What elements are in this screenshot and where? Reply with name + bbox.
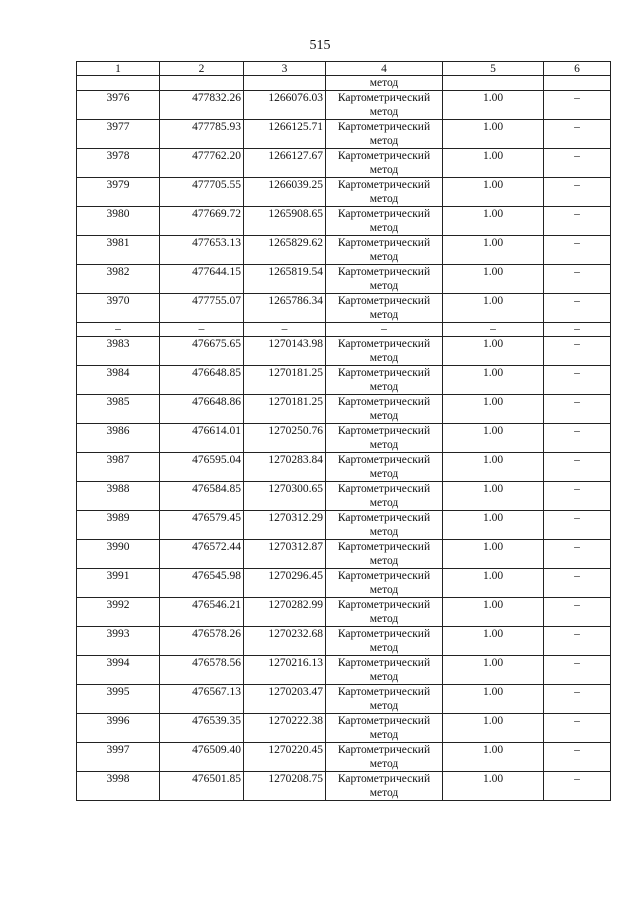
method-label: Картометрический xyxy=(337,121,431,133)
method-label: метод xyxy=(369,468,399,480)
method-cell xyxy=(326,294,443,323)
x-coordinate-cell: 476595.04 xyxy=(160,453,244,482)
table-row xyxy=(77,265,611,294)
y-coordinate-cell: 1270232.68 xyxy=(244,627,326,656)
extra-cell: – xyxy=(544,337,611,366)
x-coordinate-cell: 477785.93 xyxy=(160,120,244,149)
method-cell xyxy=(326,236,443,265)
table-row xyxy=(77,714,611,743)
error-value-cell: 1.00 xyxy=(443,207,544,236)
table-row xyxy=(77,627,611,656)
error-value-cell: 1.00 xyxy=(443,424,544,453)
extra-cell: – xyxy=(544,178,611,207)
table-row xyxy=(77,569,611,598)
extra-cell: – xyxy=(544,772,611,801)
extra-cell: – xyxy=(544,685,611,714)
method-cell xyxy=(326,569,443,598)
extra-cell: – xyxy=(544,743,611,772)
header-row xyxy=(77,62,611,76)
error-value-cell: 1.00 xyxy=(443,265,544,294)
method-cell xyxy=(326,453,443,482)
error-value-cell: 1.00 xyxy=(443,714,544,743)
extra-cell: – xyxy=(544,656,611,685)
column-header: 3 xyxy=(244,62,326,76)
method-cell xyxy=(326,178,443,207)
separator-row xyxy=(77,323,611,337)
x-coordinate-cell: 477644.15 xyxy=(160,265,244,294)
point-number-cell: 3976 xyxy=(77,91,160,120)
coordinates-table xyxy=(76,61,611,801)
method-label: метод xyxy=(369,135,399,147)
table-row xyxy=(77,178,611,207)
extra-cell: – xyxy=(544,511,611,540)
x-coordinate-cell: 476584.85 xyxy=(160,482,244,511)
extra-cell: – xyxy=(544,598,611,627)
x-coordinate-cell: 477705.55 xyxy=(160,178,244,207)
point-number-cell: 3981 xyxy=(77,236,160,265)
table-row xyxy=(77,294,611,323)
table-row xyxy=(77,395,611,424)
method-label: метод xyxy=(369,700,399,712)
point-number-cell: 3988 xyxy=(77,482,160,511)
error-value-cell: 1.00 xyxy=(443,120,544,149)
point-number-cell: 3991 xyxy=(77,569,160,598)
extra-cell: – xyxy=(544,120,611,149)
y-coordinate-cell: 1265829.62 xyxy=(244,236,326,265)
error-value-cell: 1.00 xyxy=(443,294,544,323)
y-coordinate-cell: 1266127.67 xyxy=(244,149,326,178)
table-row xyxy=(77,743,611,772)
extra-cell: – xyxy=(544,265,611,294)
method-cell xyxy=(326,424,443,453)
error-value-cell: 1.00 xyxy=(443,743,544,772)
method-cell xyxy=(326,120,443,149)
table-row xyxy=(77,511,611,540)
error-value-cell: 1.00 xyxy=(443,395,544,424)
extra-cell: – xyxy=(544,91,611,120)
method-label: метод xyxy=(369,193,399,205)
method-cell xyxy=(326,714,443,743)
y-coordinate-cell: 1270181.25 xyxy=(244,366,326,395)
method-label: Картометрический xyxy=(337,744,431,756)
point-number-cell: 3995 xyxy=(77,685,160,714)
column-header: 1 xyxy=(77,62,160,76)
method-cell xyxy=(326,511,443,540)
table-row xyxy=(77,540,611,569)
point-number-cell: 3993 xyxy=(77,627,160,656)
x-coordinate-cell: 476579.45 xyxy=(160,511,244,540)
x-coordinate-cell: 476675.65 xyxy=(160,337,244,366)
method-label: Картометрический xyxy=(337,150,431,162)
method-label: метод xyxy=(369,526,399,538)
y-coordinate-cell: 1266076.03 xyxy=(244,91,326,120)
point-number-cell: 3997 xyxy=(77,743,160,772)
method-label: Картометрический xyxy=(337,483,431,495)
method-label: Картометрический xyxy=(337,628,431,640)
method-label: Картометрический xyxy=(337,599,431,611)
point-number-cell: 3987 xyxy=(77,453,160,482)
error-value-cell: 1.00 xyxy=(443,453,544,482)
point-number-cell: 3992 xyxy=(77,598,160,627)
error-value-cell: 1.00 xyxy=(443,178,544,207)
y-coordinate-cell: 1266039.25 xyxy=(244,178,326,207)
method-label: метод xyxy=(369,222,399,234)
point-number-cell: 3983 xyxy=(77,337,160,366)
y-coordinate-cell: 1266125.71 xyxy=(244,120,326,149)
error-value-cell: 1.00 xyxy=(443,656,544,685)
x-coordinate-cell: 476539.35 xyxy=(160,714,244,743)
method-cell xyxy=(326,540,443,569)
continuation-row xyxy=(77,76,611,91)
error-value-cell: 1.00 xyxy=(443,236,544,265)
method-cell xyxy=(326,207,443,236)
table-row xyxy=(77,120,611,149)
method-label: Картометрический xyxy=(337,715,431,727)
separator-cell: – xyxy=(544,323,611,337)
error-value-cell: 1.00 xyxy=(443,685,544,714)
x-coordinate-cell: 476509.40 xyxy=(160,743,244,772)
y-coordinate-cell: 1265786.34 xyxy=(244,294,326,323)
table-row xyxy=(77,91,611,120)
method-label: Картометрический xyxy=(337,657,431,669)
extra-cell: – xyxy=(544,294,611,323)
y-coordinate-cell: 1270282.99 xyxy=(244,598,326,627)
extra-cell: – xyxy=(544,395,611,424)
point-number-cell: 3994 xyxy=(77,656,160,685)
table-row xyxy=(77,482,611,511)
y-coordinate-cell: 1270296.45 xyxy=(244,569,326,598)
error-value-cell: 1.00 xyxy=(443,482,544,511)
extra-cell: – xyxy=(544,207,611,236)
point-number-cell: 3985 xyxy=(77,395,160,424)
x-coordinate-cell: 477653.13 xyxy=(160,236,244,265)
method-cell xyxy=(326,598,443,627)
error-value-cell: 1.00 xyxy=(443,569,544,598)
x-coordinate-cell: 476567.13 xyxy=(160,685,244,714)
x-coordinate-cell: 476545.98 xyxy=(160,569,244,598)
error-value-cell: 1.00 xyxy=(443,627,544,656)
method-cell xyxy=(326,91,443,120)
x-coordinate-cell: 476648.85 xyxy=(160,366,244,395)
y-coordinate-cell: 1270143.98 xyxy=(244,337,326,366)
column-header: 6 xyxy=(544,62,611,76)
method-label: метод xyxy=(369,309,399,321)
method-cell: метод xyxy=(326,76,443,91)
method-cell xyxy=(326,656,443,685)
method-cell xyxy=(326,627,443,656)
method-label: Картометрический xyxy=(337,454,431,466)
column-header: 2 xyxy=(160,62,244,76)
y-coordinate-cell: 1270250.76 xyxy=(244,424,326,453)
method-label: Картометрический xyxy=(337,237,431,249)
page-number: 515 xyxy=(309,38,331,53)
method-label: Картометрический xyxy=(337,541,431,553)
point-number-cell: 3986 xyxy=(77,424,160,453)
method-label: метод xyxy=(369,410,399,422)
method-label: Картометрический xyxy=(337,338,431,350)
table-row xyxy=(77,236,611,265)
point-number-cell: 3977 xyxy=(77,120,160,149)
y-coordinate-cell: 1270222.38 xyxy=(244,714,326,743)
method-label: метод xyxy=(369,584,399,596)
separator-cell: – xyxy=(77,323,160,337)
x-coordinate-cell: 476578.26 xyxy=(160,627,244,656)
error-value-cell: 1.00 xyxy=(443,149,544,178)
extra-cell: – xyxy=(544,366,611,395)
method-cell xyxy=(326,366,443,395)
extra-cell: – xyxy=(544,569,611,598)
y-coordinate-cell: 1270312.87 xyxy=(244,540,326,569)
y-coordinate-cell: 1265819.54 xyxy=(244,265,326,294)
table-row xyxy=(77,337,611,366)
x-coordinate-cell: 476546.21 xyxy=(160,598,244,627)
point-number-cell: 3996 xyxy=(77,714,160,743)
x-coordinate-cell: 477762.20 xyxy=(160,149,244,178)
method-label: метод xyxy=(369,439,399,451)
table-row xyxy=(77,656,611,685)
method-label: метод xyxy=(369,613,399,625)
extra-cell: – xyxy=(544,149,611,178)
x-coordinate-cell: 477755.07 xyxy=(160,294,244,323)
error-value-cell: 1.00 xyxy=(443,91,544,120)
point-number-cell: 3980 xyxy=(77,207,160,236)
x-coordinate-cell: 476648.86 xyxy=(160,395,244,424)
error-value-cell: 1.00 xyxy=(443,366,544,395)
method-cell xyxy=(326,395,443,424)
error-value-cell: 1.00 xyxy=(443,540,544,569)
method-label: метод xyxy=(369,555,399,567)
y-coordinate-cell: 1270283.84 xyxy=(244,453,326,482)
method-label: метод xyxy=(369,251,399,263)
method-cell xyxy=(326,482,443,511)
separator-cell: – xyxy=(326,323,443,337)
table-row xyxy=(77,149,611,178)
table-row xyxy=(77,598,611,627)
y-coordinate-cell: 1270312.29 xyxy=(244,511,326,540)
table-row xyxy=(77,685,611,714)
column-header: 4 xyxy=(326,62,443,76)
x-coordinate-cell: 476578.56 xyxy=(160,656,244,685)
method-cell xyxy=(326,149,443,178)
separator-cell: – xyxy=(244,323,326,337)
table-row xyxy=(77,424,611,453)
extra-cell: – xyxy=(544,714,611,743)
x-coordinate-cell: 477669.72 xyxy=(160,207,244,236)
extra-cell: – xyxy=(544,453,611,482)
y-coordinate-cell: 1270181.25 xyxy=(244,395,326,424)
method-label: Картометрический xyxy=(337,396,431,408)
column-header: 5 xyxy=(443,62,544,76)
point-number-cell: 3984 xyxy=(77,366,160,395)
method-label: Картометрический xyxy=(337,92,431,104)
error-value-cell: 1.00 xyxy=(443,598,544,627)
method-cell xyxy=(326,743,443,772)
method-label: Картометрический xyxy=(337,512,431,524)
table-row xyxy=(77,207,611,236)
method-cell xyxy=(326,772,443,801)
method-label: метод xyxy=(369,729,399,741)
method-label: метод xyxy=(369,758,399,770)
table-row xyxy=(77,772,611,801)
method-label: Картометрический xyxy=(337,367,431,379)
method-label: метод xyxy=(369,497,399,509)
method-cell xyxy=(326,337,443,366)
method-label: метод xyxy=(369,642,399,654)
y-coordinate-cell: 1270203.47 xyxy=(244,685,326,714)
table-row xyxy=(77,366,611,395)
y-coordinate-cell: 1270216.13 xyxy=(244,656,326,685)
x-coordinate-cell: 476614.01 xyxy=(160,424,244,453)
method-cell xyxy=(326,685,443,714)
method-cell xyxy=(326,265,443,294)
point-number-cell: 3978 xyxy=(77,149,160,178)
method-label: Картометрический xyxy=(337,773,431,785)
method-label: метод xyxy=(369,352,399,364)
method-label: Картометрический xyxy=(337,295,431,307)
method-label: метод xyxy=(369,106,399,118)
y-coordinate-cell: 1270300.65 xyxy=(244,482,326,511)
extra-cell: – xyxy=(544,540,611,569)
method-label: Картометрический xyxy=(337,266,431,278)
y-coordinate-cell: 1270208.75 xyxy=(244,772,326,801)
extra-cell: – xyxy=(544,482,611,511)
point-number-cell: 3990 xyxy=(77,540,160,569)
method-label: метод xyxy=(369,164,399,176)
separator-cell: – xyxy=(160,323,244,337)
method-label: Картометрический xyxy=(337,686,431,698)
error-value-cell: 1.00 xyxy=(443,772,544,801)
extra-cell: – xyxy=(544,424,611,453)
x-coordinate-cell: 476501.85 xyxy=(160,772,244,801)
extra-cell: – xyxy=(544,627,611,656)
point-number-cell: 3989 xyxy=(77,511,160,540)
method-label: Картометрический xyxy=(337,208,431,220)
separator-cell: – xyxy=(443,323,544,337)
y-coordinate-cell: 1265908.65 xyxy=(244,207,326,236)
method-label: метод xyxy=(369,671,399,683)
table-row xyxy=(77,453,611,482)
error-value-cell: 1.00 xyxy=(443,337,544,366)
point-number-cell: 3979 xyxy=(77,178,160,207)
point-number-cell: 3982 xyxy=(77,265,160,294)
extra-cell: – xyxy=(544,236,611,265)
error-value-cell: 1.00 xyxy=(443,511,544,540)
point-number-cell: 3998 xyxy=(77,772,160,801)
method-label: метод xyxy=(369,280,399,292)
method-label: Картометрический xyxy=(337,179,431,191)
x-coordinate-cell: 476572.44 xyxy=(160,540,244,569)
method-label: метод xyxy=(369,787,399,799)
method-label: метод xyxy=(369,381,399,393)
method-label: Картометрический xyxy=(337,425,431,437)
x-coordinate-cell: 477832.26 xyxy=(160,91,244,120)
y-coordinate-cell: 1270220.45 xyxy=(244,743,326,772)
method-label: Картометрический xyxy=(337,570,431,582)
point-number-cell: 3970 xyxy=(77,294,160,323)
